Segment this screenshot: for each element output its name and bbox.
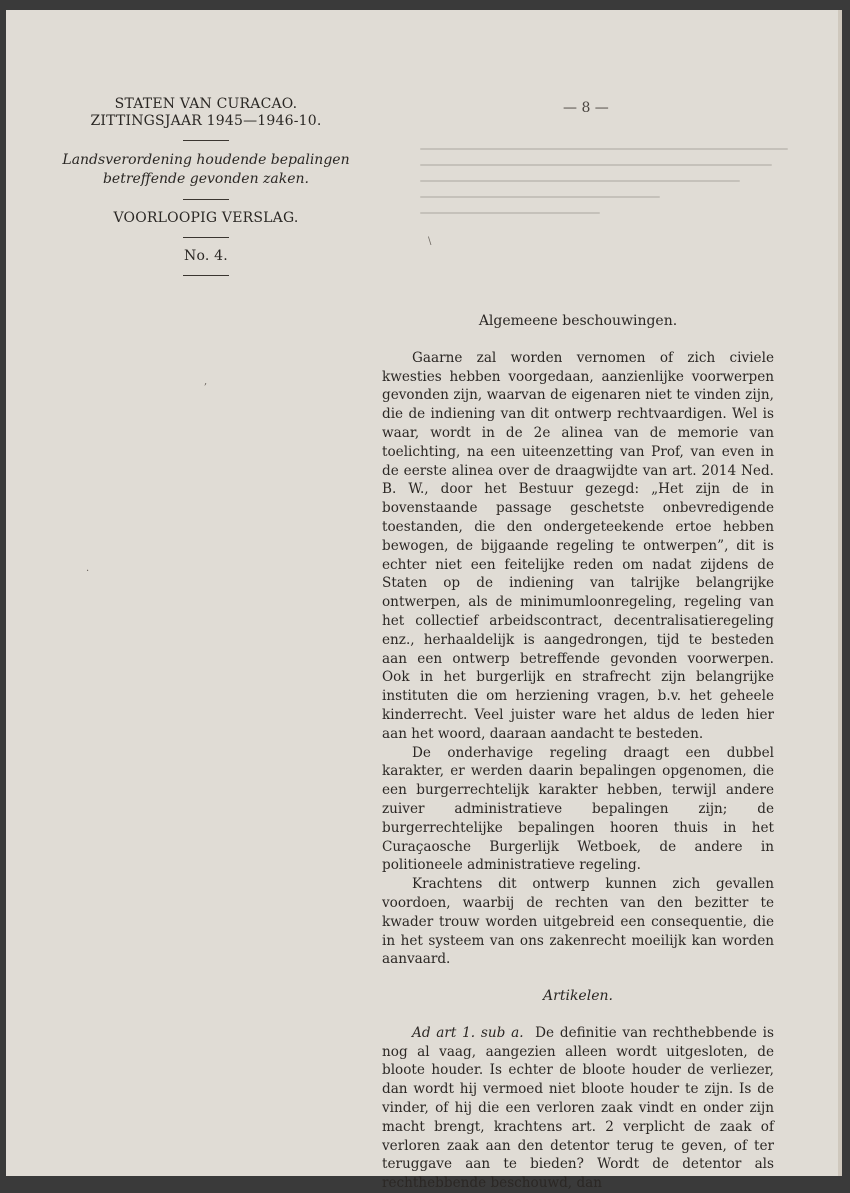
report-type: VOORLOOPIG VERSLAG. <box>113 210 299 226</box>
divider <box>183 140 229 141</box>
divider <box>183 199 229 200</box>
article-reference: Ad art 1. sub a. <box>412 1024 524 1041</box>
section-title: Artikelen. <box>543 988 613 1005</box>
section-title: Algemeene beschouwingen. <box>478 313 678 329</box>
paper-speck: , <box>204 376 208 387</box>
paragraph: Gaarne zal worden vernomen of zich civiele kwesties hebben voorgedaan, aanzienlijke voorwerpen gevonden zijn, waarvan de eigenaren niet te vinden zijn, die de indiening van dit ontwerp rechtvaardigen. Wel is waar, wordt in de 2e alinea van de memorie van toelichting, na een uiteenzetting van Prof, van even in de eerste alinea over de draagwijdte van art. 2014 Ned. B. W., door het Bestuur gezegd: „Het zijn de in bovenstaande passage geschetste onbevredigende toestanden, die den ondergeteekende ertoe hebben bewogen, de bijgaande regeling te ontwerpen”, dit is echter niet een feitelijke reden om nadat zijdens de Staten op de indiening van talrijke belangrijke ontwerpen, als de minimumloonregeling, regeling van het collectief arbeidscontract, decentralisatieregeling enz., herhaaldelijk is aangedrongen, tijd te besteden aan een ontwerp betreffende gevonden voorwerpen. Ook in het burgerlijk en strafrecht zijn belangrijke instituten die om herziening vragen, b.v. het geheele kinderrecht. Veel juister ware het aldus de leden hier aan het woord, daaraan aandacht te besteden. <box>382 349 774 742</box>
divider <box>183 237 229 238</box>
header-line-1: STATEN VAN CURACAO. <box>114 96 298 112</box>
paper-speck: · <box>86 566 90 577</box>
page-edge <box>838 10 842 1176</box>
article-paragraph <box>382 1024 774 1193</box>
subject-line-2: betreffende gevonden zaken. <box>102 171 310 187</box>
bleed-through-text <box>420 134 820 254</box>
paragraph: Krachtens dit ontwerp kunnen zich gevallen voordoen, waarbij de rechten van den bezitter te kwader trouw worden uitgebreid een consequentie, die in het systeem van ons zakenrecht moeilijk kan worden aanvaard. <box>382 876 774 968</box>
divider <box>183 275 229 276</box>
document-header <box>60 96 352 286</box>
paragraph: De onderhavige regeling draagt een dubbel karakter, er werden daarin bepalingen opgenomen, die een burgerrechtelijk karakter hebben, terwijl andere zuiver administratieve bepalingen zijn; de burgerrechtelijke bepalingen hooren thuis in het Curaçaosche Burgerlijk Wetboek, de andere in politioneele administratieve regeling. <box>382 744 774 874</box>
document-body <box>382 312 774 1193</box>
header-line-2: ZITTINGSJAAR 1945—1946-10. <box>90 113 322 129</box>
document-number: No. 4. <box>184 248 228 264</box>
article-text: De definitie van rechthebbende is nog al vaag, aangezien alleen wordt uitgesloten, de bloote houder. Is echter de bloote houder de verliezer, dan wordt hij vermoed niet bloote houder te zijn. Is de vinder, of hij die een verloren zaak vindt en onder zijn macht brengt, krachtens art. 2 verplicht de zaak of verloren zaak aan den detentor terug te geven, of ter teruggave aan te bieden? Wordt de detentor als rechthebbende beschouwd, dan <box>382 1024 774 1192</box>
subject-line-1: Landsverordening houdende bepalingen <box>62 152 350 168</box>
paper-speck: \ <box>428 236 432 247</box>
page-number: — 8 — <box>563 100 609 116</box>
